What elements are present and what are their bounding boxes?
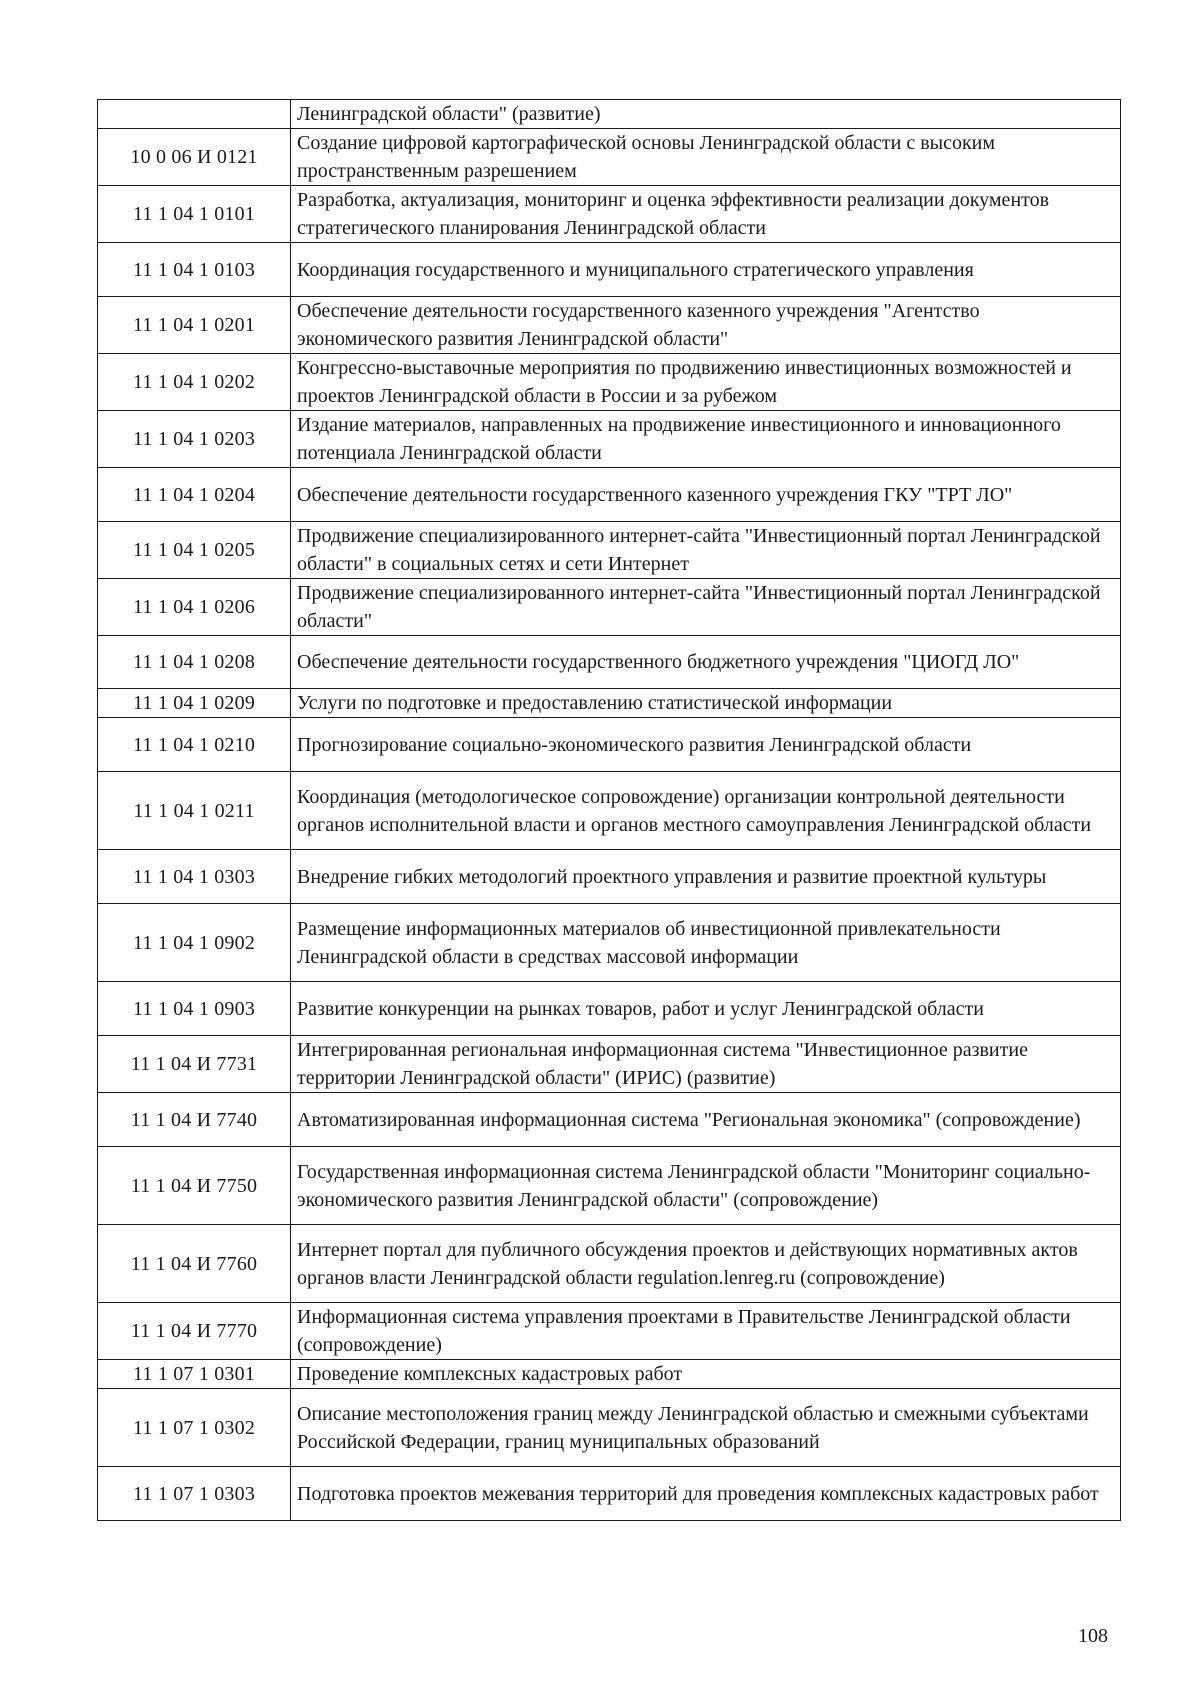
row-description: Подготовка проектов межевания территорий для проведения комплексных кадастровых работ xyxy=(291,1467,1121,1521)
table-row xyxy=(98,689,1121,718)
table-row xyxy=(98,411,1121,468)
row-description: Информационная система управления проектами в Правительстве Ленинградской области (сопровождение) xyxy=(291,1303,1121,1360)
row-description: Услуги по подготовке и предоставлению статистической информации xyxy=(291,689,1121,718)
page-number: 108 xyxy=(1078,1625,1108,1647)
row-description: Издание материалов, направленных на продвижение инвестиционного и инновационного потенциала Ленинградской области xyxy=(291,411,1121,468)
table-row xyxy=(98,718,1121,772)
table-row xyxy=(98,468,1121,522)
row-code: 11 1 04 1 0203 xyxy=(98,411,291,468)
row-description: Интернет портал для публичного обсуждения проектов и действующих нормативных актов органов власти Ленинградской области regulation.lenreg.ru (сопровождение) xyxy=(291,1225,1121,1303)
row-code: 11 1 04 1 0103 xyxy=(98,243,291,297)
row-code: 11 1 04 1 0202 xyxy=(98,354,291,411)
row-description: Автоматизированная информационная система "Региональная экономика" (сопровождение) xyxy=(291,1093,1121,1147)
row-description: Продвижение специализированного интернет-сайта "Инвестиционный портал Ленинградской области" xyxy=(291,579,1121,636)
table-row xyxy=(98,1036,1121,1093)
table-row xyxy=(98,297,1121,354)
row-code: 10 0 06 И 0121 xyxy=(98,129,291,186)
row-description: Интегрированная региональная информационная система "Инвестиционное развитие территории Ленинградской области" (ИРИС) (развитие) xyxy=(291,1036,1121,1093)
table-row xyxy=(98,1303,1121,1360)
table-row xyxy=(98,1360,1121,1389)
row-code: 11 1 04 1 0206 xyxy=(98,579,291,636)
budget-codes-table xyxy=(97,99,1121,1521)
table-row xyxy=(98,354,1121,411)
row-code: 11 1 04 И 7731 xyxy=(98,1036,291,1093)
row-code: 11 1 04 1 0902 xyxy=(98,904,291,982)
table-row xyxy=(98,186,1121,243)
table-row xyxy=(98,772,1121,850)
table-row xyxy=(98,904,1121,982)
row-description: Обеспечение деятельности государственного казенного учреждения "Агентство экономического развития Ленинградской области" xyxy=(291,297,1121,354)
row-code: 11 1 04 И 7760 xyxy=(98,1225,291,1303)
table-row xyxy=(98,100,1121,129)
row-description: Внедрение гибких методологий проектного управления и развитие проектной культуры xyxy=(291,850,1121,904)
row-description: Обеспечение деятельности государственного бюджетного учреждения "ЦИОГД ЛО" xyxy=(291,636,1121,689)
row-code: 11 1 04 1 0209 xyxy=(98,689,291,718)
table-row xyxy=(98,129,1121,186)
row-code: 11 1 04 И 7770 xyxy=(98,1303,291,1360)
row-description: Координация (методологическое сопровождение) организации контрольной деятельности органов исполнительной власти и органов местного самоуправления Ленинградской области xyxy=(291,772,1121,850)
row-code: 11 1 04 1 0211 xyxy=(98,772,291,850)
row-code: 11 1 04 И 7740 xyxy=(98,1093,291,1147)
table-row xyxy=(98,522,1121,579)
row-code: 11 1 04 1 0201 xyxy=(98,297,291,354)
row-code: 11 1 07 1 0302 xyxy=(98,1389,291,1467)
table-row xyxy=(98,579,1121,636)
row-description: Государственная информационная система Ленинградской области "Мониторинг социально-экономического развития Ленинградской области" (сопровождение) xyxy=(291,1147,1121,1225)
row-code: 11 1 04 1 0204 xyxy=(98,468,291,522)
table-body xyxy=(98,100,1121,1521)
table-row xyxy=(98,1093,1121,1147)
row-code: 11 1 04 1 0101 xyxy=(98,186,291,243)
row-description: Ленинградской области" (развитие) xyxy=(291,100,1121,129)
row-code: 11 1 04 1 0903 xyxy=(98,982,291,1036)
table-row xyxy=(98,636,1121,689)
row-description: Развитие конкуренции на рынках товаров, работ и услуг Ленинградской области xyxy=(291,982,1121,1036)
row-description: Описание местоположения границ между Ленинградской областью и смежными субъектами Российской Федерации, границ муниципальных образований xyxy=(291,1389,1121,1467)
table-row xyxy=(98,1225,1121,1303)
row-description: Создание цифровой картографической основы Ленинградской области с высоким пространственным разрешением xyxy=(291,129,1121,186)
row-code: 11 1 07 1 0303 xyxy=(98,1467,291,1521)
row-code: 11 1 04 1 0210 xyxy=(98,718,291,772)
row-description: Обеспечение деятельности государственного казенного учреждения ГКУ "ТРТ ЛО" xyxy=(291,468,1121,522)
row-description: Конгрессно-выставочные мероприятия по продвижению инвестиционных возможностей и проектов Ленинградской области в России и за рубежом xyxy=(291,354,1121,411)
row-code: 11 1 04 1 0205 xyxy=(98,522,291,579)
table-row xyxy=(98,850,1121,904)
row-description: Разработка, актуализация, мониторинг и оценка эффективности реализации документов стратегического планирования Ленинградской области xyxy=(291,186,1121,243)
table-row xyxy=(98,982,1121,1036)
row-description: Продвижение специализированного интернет-сайта "Инвестиционный портал Ленинградской области" в социальных сетях и сети Интернет xyxy=(291,522,1121,579)
row-code: 11 1 07 1 0301 xyxy=(98,1360,291,1389)
table-row xyxy=(98,243,1121,297)
row-code: 11 1 04 1 0303 xyxy=(98,850,291,904)
row-description: Размещение информационных материалов об инвестиционной привлекательности Ленинградской области в средствах массовой информации xyxy=(291,904,1121,982)
row-code: 11 1 04 И 7750 xyxy=(98,1147,291,1225)
row-description: Проведение комплексных кадастровых работ xyxy=(291,1360,1121,1389)
row-description: Координация государственного и муниципального стратегического управления xyxy=(291,243,1121,297)
row-code xyxy=(98,100,291,129)
row-description: Прогнозирование социально-экономического развития Ленинградской области xyxy=(291,718,1121,772)
row-code: 11 1 04 1 0208 xyxy=(98,636,291,689)
table-row xyxy=(98,1389,1121,1467)
table-row xyxy=(98,1147,1121,1225)
table-row xyxy=(98,1467,1121,1521)
